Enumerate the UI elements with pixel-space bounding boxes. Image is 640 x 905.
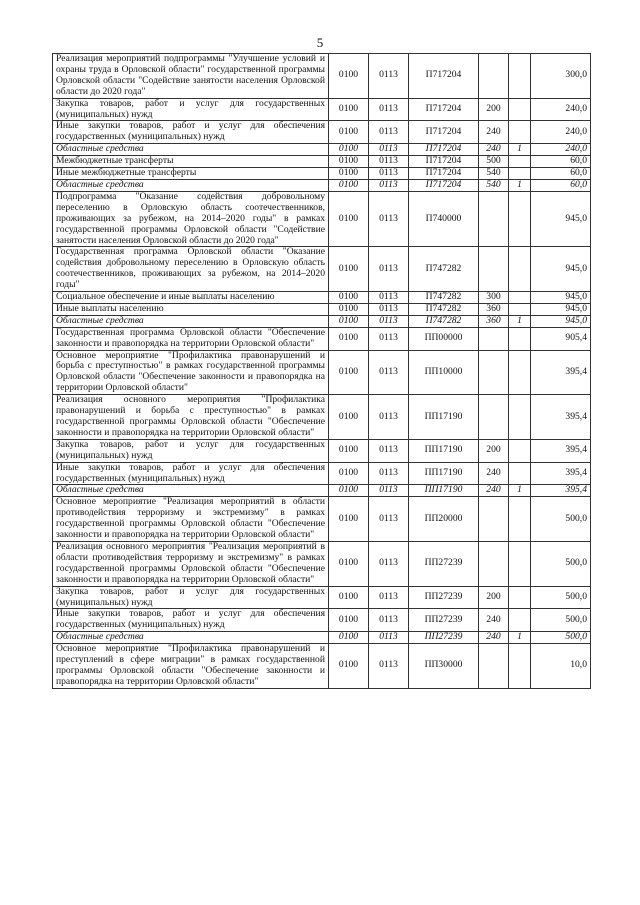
row-funding-source-code [509,541,531,586]
row-target-article-code: П717204 [409,98,479,121]
row-expense-type-code [479,191,509,247]
row-target-article-code: ПП17190 [409,462,479,485]
row-amount: 945,0 [531,292,591,304]
row-target-article-code: П717204 [409,168,479,180]
table-row [53,586,591,609]
row-expense-type-code [479,350,509,395]
table-row [53,541,591,586]
row-amount: 500,0 [531,541,591,586]
table-row [53,292,591,304]
row-subsection-code: 0113 [369,497,409,542]
row-subsection-code: 0113 [369,350,409,395]
table-row [53,98,591,121]
row-section-code: 0100 [329,485,369,497]
row-expense-type-code [479,247,509,292]
row-name: Областные средства [53,485,329,497]
table-row [53,179,591,191]
row-subsection-code: 0113 [369,121,409,144]
row-name: Реализация основного мероприятия "Реализация мероприятий в области противодействия терроризму и экстремизму" в рамках государственной программы Орловской области "Обеспечение законности и правопорядка на территории Орловской области" [53,541,329,586]
row-funding-source-code [509,156,531,168]
row-name: Иные выплаты населению [53,303,329,315]
row-name: Областные средства [53,144,329,156]
row-amount: 10,0 [531,644,591,689]
row-name: Основное мероприятие "Профилактика правонарушений и преступлений в сфере миграции" в рамках государственной программы Орловской области "Обеспечение законности и правопорядка на территории Орловской области" [53,644,329,689]
row-section-code: 0100 [329,350,369,395]
row-subsection-code: 0113 [369,144,409,156]
row-amount: 60,0 [531,168,591,180]
table-row [53,247,591,292]
row-name: Государственная программа Орловской области "Обеспечение законности и правопорядка на территории Орловской области" [53,327,329,350]
row-target-article-code: ПП17190 [409,395,479,440]
table-row [53,644,591,689]
row-section-code: 0100 [329,497,369,542]
row-funding-source-code [509,439,531,462]
row-section-code: 0100 [329,327,369,350]
row-amount: 60,0 [531,156,591,168]
row-expense-type-code [479,541,509,586]
row-expense-type-code [479,327,509,350]
table-row [53,350,591,395]
row-target-article-code: ПП20000 [409,497,479,542]
row-section-code: 0100 [329,632,369,644]
table-row [53,315,591,327]
row-name: Иные закупки товаров, работ и услуг для обеспечения государственных (муниципальных) нужд [53,609,329,632]
row-amount: 500,0 [531,632,591,644]
row-target-article-code: ПП27239 [409,586,479,609]
row-target-article-code: П717204 [409,54,479,99]
row-section-code: 0100 [329,395,369,440]
row-subsection-code: 0113 [369,191,409,247]
row-name: Межбюджетные трансферты [53,156,329,168]
row-name: Подпрограмма "Оказание содействия добровольному переселению в Орловскую область соотечественников, проживающих за рубежом, на 2014–2020 годы" в рамках государственной программы Орловской области "Содействие занятости населения Орловской области до 2020 года" [53,191,329,247]
row-subsection-code: 0113 [369,609,409,632]
row-section-code: 0100 [329,439,369,462]
row-subsection-code: 0113 [369,292,409,304]
row-amount: 945,0 [531,247,591,292]
table-row [53,191,591,247]
row-funding-source-code [509,497,531,542]
row-expense-type-code: 200 [479,98,509,121]
row-section-code: 0100 [329,98,369,121]
row-expense-type-code: 300 [479,292,509,304]
row-target-article-code: ПП30000 [409,644,479,689]
row-funding-source-code [509,121,531,144]
row-subsection-code: 0113 [369,247,409,292]
table-row [53,144,591,156]
row-amount: 500,0 [531,586,591,609]
row-subsection-code: 0113 [369,485,409,497]
row-funding-source-code [509,191,531,247]
row-amount: 240,0 [531,121,591,144]
row-subsection-code: 0113 [369,98,409,121]
row-subsection-code: 0113 [369,156,409,168]
row-name: Основное мероприятие "Профилактика правонарушений и борьба с преступностью" в рамках государственной программы Орловской области "Обеспечение законности и правопорядка на территории Орловской области" [53,350,329,395]
row-name: Иные закупки товаров, работ и услуг для обеспечения государственных (муниципальных) нужд [53,462,329,485]
row-name: Областные средства [53,315,329,327]
row-name: Основное мероприятие "Реализация мероприятий в области противодействия терроризму и экстремизму" в рамках государственной программы Орловской области "Обеспечение законности и правопорядка на территории Орловской области" [53,497,329,542]
row-subsection-code: 0113 [369,395,409,440]
row-name: Областные средства [53,632,329,644]
row-subsection-code: 0113 [369,439,409,462]
row-funding-source-code [509,462,531,485]
row-target-article-code: ПП27239 [409,541,479,586]
row-name: Социальное обеспечение и иные выплаты населению [53,292,329,304]
row-amount: 395,4 [531,462,591,485]
row-section-code: 0100 [329,191,369,247]
row-target-article-code: П717204 [409,121,479,144]
row-target-article-code: ПП27239 [409,609,479,632]
row-target-article-code: П717204 [409,156,479,168]
row-target-article-code: ПП17190 [409,485,479,497]
row-amount: 500,0 [531,497,591,542]
row-target-article-code: П747282 [409,247,479,292]
row-section-code: 0100 [329,292,369,304]
row-name: Государственная программа Орловской области "Оказание содействия добровольному переселению в Орловскую область соотечественников, проживающих за рубежом, на 2014–2020 годы" [53,247,329,292]
row-amount: 240,0 [531,98,591,121]
row-amount: 945,0 [531,315,591,327]
row-funding-source-code [509,303,531,315]
table-row [53,485,591,497]
row-section-code: 0100 [329,303,369,315]
row-funding-source-code: 1 [509,144,531,156]
row-funding-source-code [509,609,531,632]
table-row [53,168,591,180]
row-expense-type-code: 360 [479,315,509,327]
page-number: 5 [316,35,324,50]
row-funding-source-code [509,247,531,292]
table-row [53,121,591,144]
row-name: Закупка товаров, работ и услуг для государственных (муниципальных) нужд [53,98,329,121]
row-name: Областные средства [53,179,329,191]
row-name: Закупка товаров, работ и услуг для государственных (муниципальных) нужд [53,439,329,462]
table-row [53,395,591,440]
budget-table [52,53,591,689]
row-expense-type-code: 240 [479,632,509,644]
row-expense-type-code [479,395,509,440]
row-funding-source-code [509,586,531,609]
row-expense-type-code: 200 [479,586,509,609]
row-expense-type-code: 240 [479,485,509,497]
row-section-code: 0100 [329,179,369,191]
row-amount: 240,0 [531,144,591,156]
row-target-article-code: ПП27239 [409,632,479,644]
row-expense-type-code: 240 [479,609,509,632]
row-expense-type-code: 360 [479,303,509,315]
row-expense-type-code: 240 [479,121,509,144]
table-row [53,632,591,644]
row-amount: 905,4 [531,327,591,350]
row-name: Закупка товаров, работ и услуг для государственных (муниципальных) нужд [53,586,329,609]
row-amount: 500,0 [531,609,591,632]
row-funding-source-code [509,644,531,689]
row-name: Реализация мероприятий подпрограммы "Улучшение условий и охраны труда в Орловской области" государственной программы Орловской области "Содействие занятости населения Орловской области до 2020 года" [53,54,329,99]
row-expense-type-code [479,497,509,542]
row-subsection-code: 0113 [369,462,409,485]
table-row [53,327,591,350]
row-amount: 395,4 [531,350,591,395]
row-subsection-code: 0113 [369,179,409,191]
row-expense-type-code: 500 [479,156,509,168]
row-funding-source-code [509,54,531,99]
row-target-article-code: ПП00000 [409,327,479,350]
row-section-code: 0100 [329,54,369,99]
table-row [53,609,591,632]
row-subsection-code: 0113 [369,541,409,586]
row-expense-type-code: 200 [479,439,509,462]
row-section-code: 0100 [329,156,369,168]
row-section-code: 0100 [329,462,369,485]
row-target-article-code: П747282 [409,292,479,304]
table-row [53,439,591,462]
row-amount: 395,4 [531,395,591,440]
row-funding-source-code [509,98,531,121]
row-amount: 395,4 [531,439,591,462]
row-target-article-code: П717204 [409,179,479,191]
row-funding-source-code: 1 [509,485,531,497]
row-section-code: 0100 [329,644,369,689]
row-section-code: 0100 [329,121,369,144]
row-amount: 945,0 [531,303,591,315]
row-subsection-code: 0113 [369,327,409,350]
row-subsection-code: 0113 [369,54,409,99]
row-expense-type-code: 540 [479,168,509,180]
row-subsection-code: 0113 [369,644,409,689]
row-subsection-code: 0113 [369,315,409,327]
table-row [53,54,591,99]
row-target-article-code: П747282 [409,303,479,315]
row-section-code: 0100 [329,168,369,180]
row-subsection-code: 0113 [369,586,409,609]
table-row [53,303,591,315]
row-funding-source-code: 1 [509,632,531,644]
row-target-article-code: П717204 [409,144,479,156]
row-funding-source-code [509,168,531,180]
row-funding-source-code [509,395,531,440]
table-row [53,156,591,168]
row-expense-type-code [479,644,509,689]
row-funding-source-code: 1 [509,179,531,191]
row-subsection-code: 0113 [369,632,409,644]
row-section-code: 0100 [329,586,369,609]
row-section-code: 0100 [329,609,369,632]
table-row [53,462,591,485]
row-subsection-code: 0113 [369,168,409,180]
row-expense-type-code [479,54,509,99]
row-target-article-code: П747282 [409,315,479,327]
row-section-code: 0100 [329,144,369,156]
row-amount: 60,0 [531,179,591,191]
table-row [53,497,591,542]
row-amount: 945,0 [531,191,591,247]
row-target-article-code: П740000 [409,191,479,247]
row-amount: 300,0 [531,54,591,99]
row-name: Реализация основного мероприятия "Профилактика правонарушений и борьба с преступностью" в рамках государственной программы Орловской области "Обеспечение законности и правопорядка на территории Орловской области" [53,395,329,440]
row-section-code: 0100 [329,541,369,586]
row-expense-type-code: 240 [479,462,509,485]
row-funding-source-code [509,292,531,304]
row-name: Иные закупки товаров, работ и услуг для обеспечения государственных (муниципальных) нужд [53,121,329,144]
row-section-code: 0100 [329,315,369,327]
row-funding-source-code [509,327,531,350]
row-section-code: 0100 [329,247,369,292]
row-expense-type-code: 240 [479,144,509,156]
row-subsection-code: 0113 [369,303,409,315]
row-expense-type-code: 540 [479,179,509,191]
budget-table-body [53,54,591,689]
row-target-article-code: ПП10000 [409,350,479,395]
row-name: Иные межбюджетные трансферты [53,168,329,180]
row-funding-source-code [509,350,531,395]
row-funding-source-code: 1 [509,315,531,327]
row-amount: 395,4 [531,485,591,497]
row-target-article-code: ПП17190 [409,439,479,462]
